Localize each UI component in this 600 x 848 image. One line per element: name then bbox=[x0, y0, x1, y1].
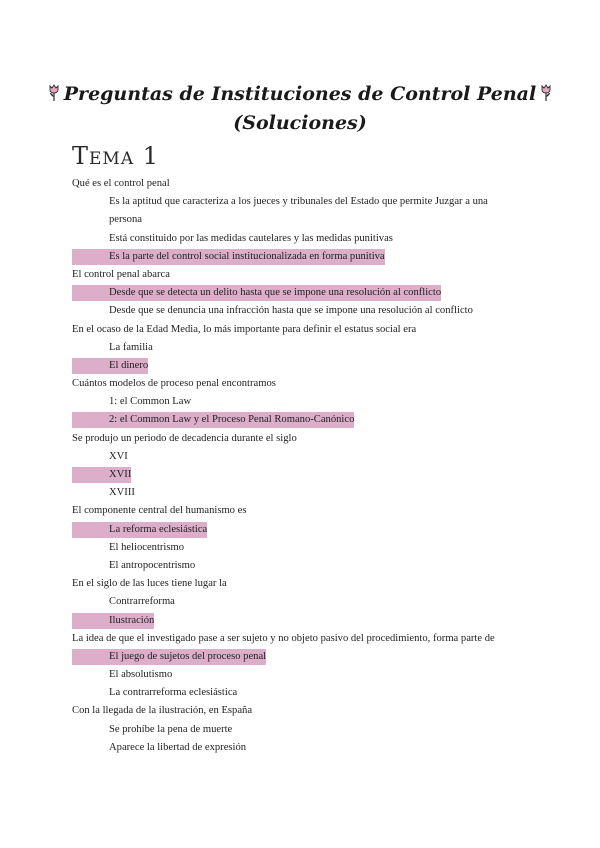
question: Qué es el control penal bbox=[72, 178, 170, 189]
answer-text: 2: el Common Law y el Proceso Penal Romano-Canónico bbox=[109, 414, 355, 426]
answer-correct bbox=[0, 357, 600, 375]
title-line-1 bbox=[0, 80, 600, 109]
question: El componente central del humanismo es bbox=[72, 505, 247, 517]
answer-correct bbox=[0, 284, 600, 302]
answer-text: Desde que se detecta un delito hasta que se impone una resolución al conflicto bbox=[109, 287, 442, 299]
question: Cuántos modelos de proceso penal encontramos bbox=[72, 378, 276, 390]
answer-text: El juego de sujetos del proceso penal bbox=[109, 650, 267, 662]
answer-text: El dinero bbox=[109, 359, 149, 371]
answer-text: El antropocentrismo bbox=[109, 559, 196, 571]
tulip-icon bbox=[539, 84, 553, 102]
answer-text: 1: el Common Law bbox=[109, 396, 192, 408]
answer-text: Desde que se denuncia una infracción hasta que se impone una resolución al conflicto bbox=[109, 305, 473, 317]
question: La idea de que el investigado pase a ser sujeto y no objeto pasivo del procedimiento, forma parte de bbox=[72, 632, 495, 644]
answer-option bbox=[0, 666, 600, 684]
answer-option bbox=[0, 393, 600, 411]
title-text: Preguntas de Instituciones de Control Penal bbox=[63, 83, 537, 105]
question: En el siglo de las luces tiene lugar la bbox=[72, 578, 227, 590]
answer-text: Se prohíbe la pena de muerte bbox=[109, 723, 233, 735]
question: El control penal abarca bbox=[72, 268, 170, 280]
answer-correct bbox=[0, 411, 600, 429]
answer-option bbox=[0, 684, 600, 702]
answer-text: XVII bbox=[109, 469, 132, 481]
answer-option bbox=[0, 557, 600, 575]
section-heading: Tema 1 bbox=[72, 142, 159, 170]
answer-option bbox=[0, 539, 600, 557]
answer-text: La familia bbox=[109, 341, 153, 353]
answer-option bbox=[0, 339, 600, 357]
answer-option bbox=[0, 484, 600, 502]
answer-option bbox=[0, 302, 600, 320]
answer-correct bbox=[0, 521, 600, 539]
answer-correct bbox=[0, 648, 600, 666]
title-line-2: (Soluciones) bbox=[233, 112, 367, 134]
answer-text: La contrarreforma eclesiástica bbox=[109, 687, 238, 699]
answer-option bbox=[0, 721, 600, 739]
answer-option bbox=[0, 739, 600, 757]
answer-text: XVI bbox=[109, 450, 128, 462]
answer-text: La reforma eclesiástica bbox=[109, 523, 208, 535]
question-list bbox=[0, 175, 600, 757]
answer-text: Es la parte del control social institucionalizada en forma punitiva bbox=[109, 250, 385, 262]
answer-correct bbox=[0, 612, 600, 630]
answer-option bbox=[0, 230, 600, 248]
answer-text: Contrarreforma bbox=[109, 596, 175, 608]
question: En el ocaso de la Edad Media, lo más importante para definir el estatus social era bbox=[72, 323, 417, 335]
tulip-icon bbox=[47, 84, 61, 102]
document-title bbox=[0, 80, 600, 138]
answer-text: El heliocentrismo bbox=[109, 541, 185, 553]
answer-text: Ilustración bbox=[109, 614, 155, 626]
answer-option bbox=[0, 593, 600, 611]
answer-text: XVIII bbox=[109, 487, 135, 499]
question: Con la llegada de la ilustración, en España bbox=[72, 705, 253, 717]
question: Se produjo un periodo de decadencia durante el siglo bbox=[72, 432, 297, 444]
answer-correct bbox=[0, 466, 600, 484]
answer-option bbox=[0, 193, 520, 229]
answer-text: Está constituido por las medidas cautelares y las medidas punitivas bbox=[109, 232, 393, 244]
answer-text: El absolutismo bbox=[109, 669, 173, 681]
answer-text: Aparece la libertad de expresión bbox=[109, 741, 247, 753]
answer-option bbox=[0, 448, 600, 466]
answer-text: Es la aptitud que caracteriza a los jueces y tribunales del Estado que permite Juzgar a una persona bbox=[109, 196, 488, 226]
answer-correct bbox=[0, 248, 600, 266]
